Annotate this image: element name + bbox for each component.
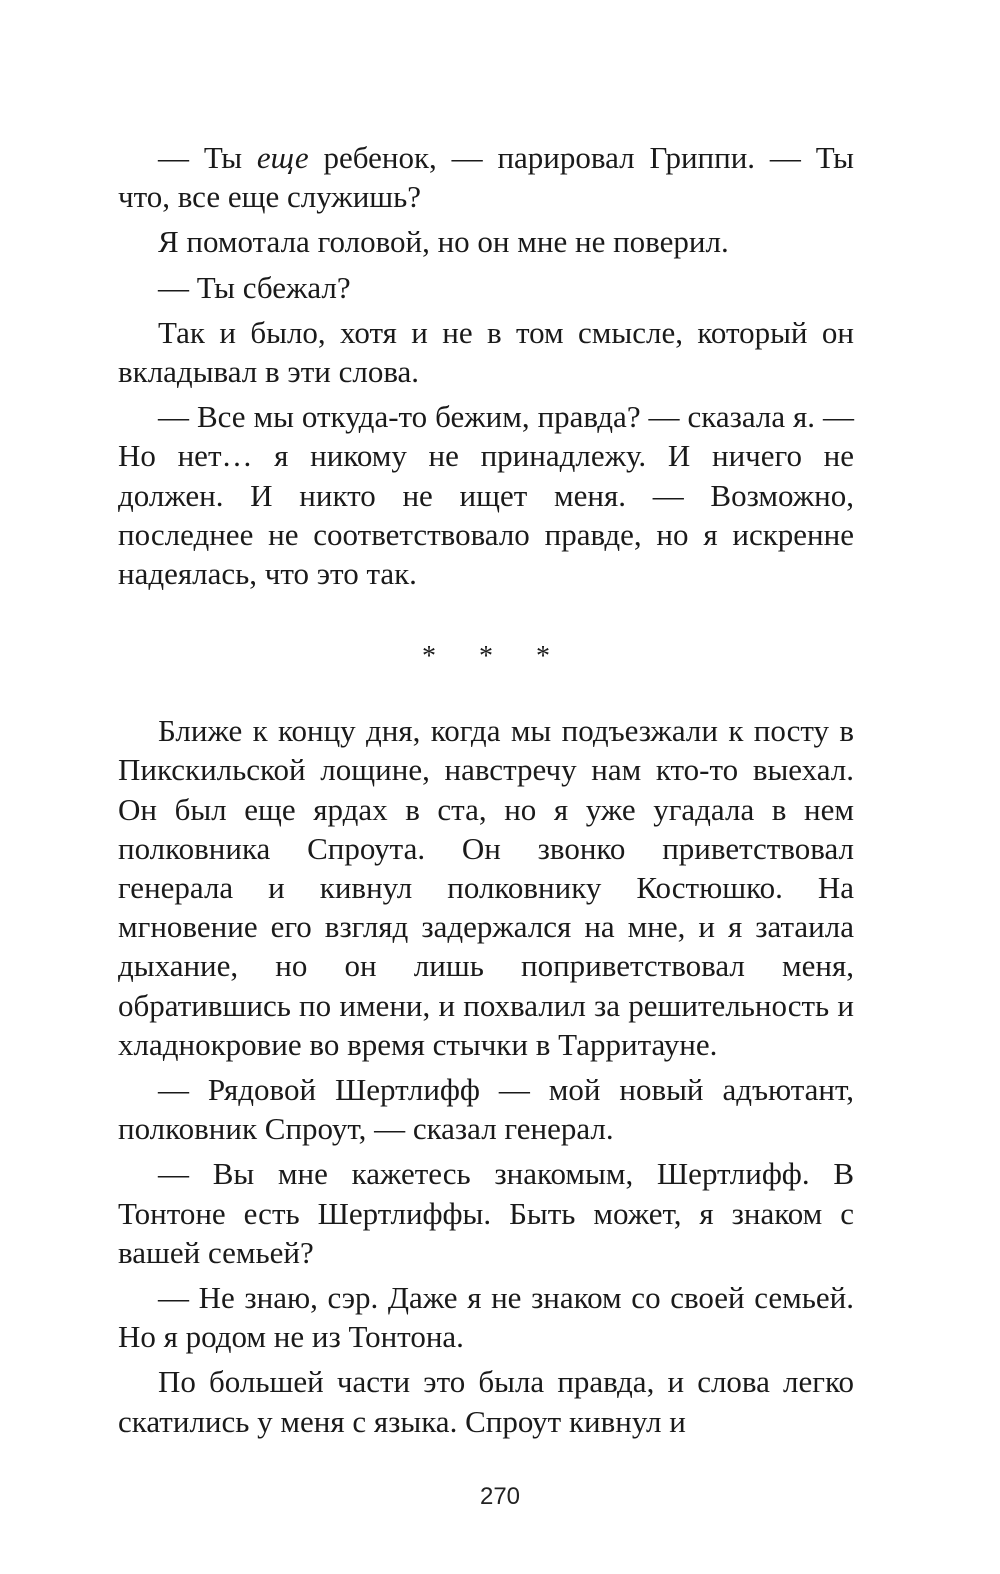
paragraph-text: Ближе к концу дня, когда мы подъезжали к посту в Пикскильской лощине, навстречу нам кто-то выехал. Он был еще ярдах в ста, но я уже угадала в нем полковника Спроута. Он звонко приветствовал генерала и кивнул полковнику Костюшко. На мгновение его взгляд задержался на мне, и я затаила дыхание, но он лишь поприветствовал меня, обратившись по имени, и похвалил за решительность и хладнокровие во время стычки в Тарритауне. (118, 713, 854, 1062)
paragraph-text: — Ты сбежал? (158, 269, 351, 305)
page-body (118, 138, 854, 1441)
paragraph (118, 268, 854, 307)
page-number: 270 (479, 1483, 521, 1510)
paragraph (118, 313, 854, 391)
paragraph (118, 1362, 854, 1440)
paragraph-text: По большей части это была правда, и слова легко скатились у меня с языка. Спроут кивнул и (118, 1364, 854, 1439)
paragraph (118, 138, 854, 216)
text-section-2 (118, 711, 854, 1441)
italic-text: еще (256, 140, 309, 175)
text-section-1 (118, 138, 854, 593)
paragraph-text: — Все мы откуда-то бежим, правда? — сказала я. — Но нет… я никому не принадлежу. И ничего не должен. И никто не ищет меня. — Возможно, последнее не соответствовало правде, но я искренне надеялась, что это так. (118, 399, 854, 592)
paragraph-text: — Вы мне кажетесь знакомым, Шертлифф. В Тонтоне есть Шертлиффы. Быть может, я знаком с вашей семьей? (118, 1156, 854, 1270)
scene-break: * * * (422, 641, 568, 673)
paragraph-text: — Ты (158, 140, 257, 175)
paragraph-text: Так и было, хотя и не в том смысле, который он вкладывал в эти слова. (118, 314, 854, 390)
paragraph-text: ребенок, — парировал Гриппи. — Ты что, все еще служишь? (118, 140, 854, 215)
paragraph (118, 1070, 854, 1148)
paragraph (118, 711, 854, 1064)
paragraph-text: — Не знаю, сэр. Даже я не знаком со своей семьей. Но я родом не из Тонтона. (118, 1280, 854, 1355)
paragraph (118, 1154, 854, 1272)
paragraph-text: Я помотала головой, но он мне не поверил. (158, 224, 729, 260)
paragraph (118, 222, 854, 261)
paragraph (118, 397, 854, 593)
paragraph (118, 1278, 854, 1356)
paragraph-text: — Рядовой Шертлифф — мой новый адъютант, полковник Спроут, — сказал генерал. (118, 1072, 854, 1147)
